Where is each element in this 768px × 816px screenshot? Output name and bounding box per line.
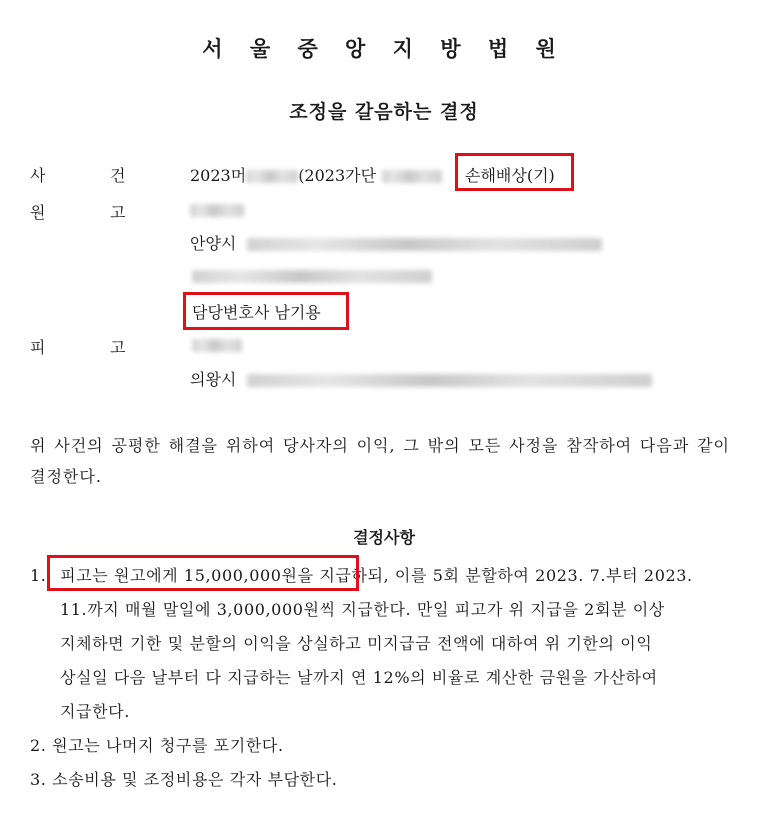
plaintiff-address xyxy=(190,231,602,254)
intro-paragraph: 위 사건의 공평한 해결을 위하여 당사자의 이익, 그 밖의 모든 사정을 참작하여 다음과 같이 결정한다. xyxy=(30,436,730,486)
item1-line2: 11.까지 매월 말일에 3,000,000원씩 지급한다. 만일 피고가 위 지급을 2회분 이상 xyxy=(60,600,665,619)
plaintiff-address-line2 xyxy=(192,266,432,285)
redacted-plaintiff-address xyxy=(247,238,602,251)
case-name-highlight-box xyxy=(455,153,574,191)
defendant-label: 피 고 xyxy=(30,338,126,357)
item1-line4: 상실일 다음 날부터 다 지급하는 날까지 연 12%의 비율로 계산한 금원을 가산하여 xyxy=(60,668,658,687)
item1-highlight-text: 피고는 원고에게 15,000,000원을 지급 xyxy=(60,566,352,585)
redacted-defendant-name xyxy=(192,339,242,352)
plaintiff-address-city: 안양시 xyxy=(190,234,237,253)
item1-number: 1. xyxy=(30,566,47,585)
case-number-prefix: 2023머 xyxy=(190,166,247,185)
plaintiff-attorney: 담당변호사 남기용 xyxy=(192,303,321,322)
defendant-address xyxy=(190,367,652,390)
defendant-address-city: 의왕시 xyxy=(190,370,237,389)
redacted-case-number xyxy=(246,170,298,183)
decision-heading: 결정사항 xyxy=(353,528,415,547)
defendant-name xyxy=(192,335,242,354)
redacted-defendant-address xyxy=(247,374,652,387)
plaintiff-label: 원 고 xyxy=(30,203,126,222)
redacted-original-number xyxy=(382,170,442,183)
redacted-plaintiff-name xyxy=(190,204,244,217)
item2: 2. 원고는 나머지 청구를 포기한다. xyxy=(30,736,284,755)
document-title: 조정을 갈음하는 결정 xyxy=(289,101,479,123)
case-name: 손해배상(기) xyxy=(465,166,555,185)
redacted-plaintiff-address-2 xyxy=(192,270,432,283)
case-label: 사 건 xyxy=(30,166,126,185)
case-number xyxy=(190,163,442,186)
attorney-highlight-box xyxy=(183,292,349,330)
item3: 3. 소송비용 및 조정비용은 각자 부담한다. xyxy=(30,770,338,789)
plaintiff-name xyxy=(190,200,244,219)
case-number-original: (2023가단 xyxy=(298,166,377,185)
item1-line3: 지체하면 기한 및 분할의 이익을 상실하고 미지급금 전액에 대하여 위 기한의 이익 xyxy=(60,634,653,653)
item1-line5: 지급한다. xyxy=(60,702,130,721)
payment-highlight-box xyxy=(47,555,359,591)
court-name: 서 울 중 앙 지 방 법 원 xyxy=(202,36,566,61)
item1-line1-rest: 하되, 이를 5회 분할하여 2023. 7.부터 2023. xyxy=(351,566,693,585)
